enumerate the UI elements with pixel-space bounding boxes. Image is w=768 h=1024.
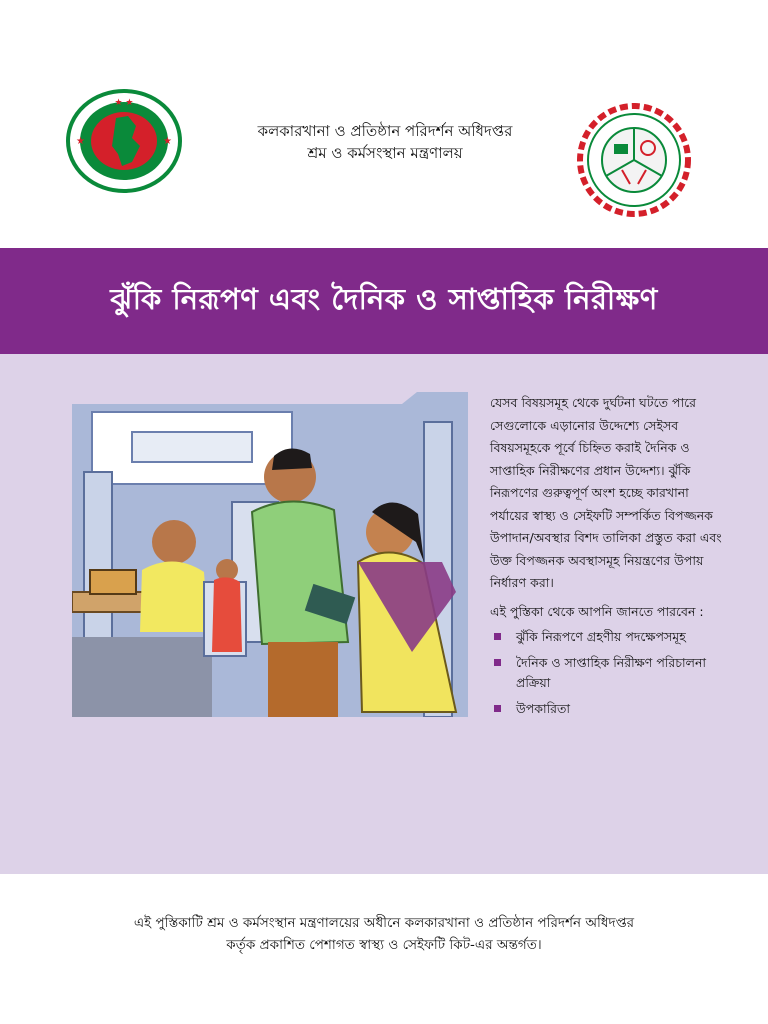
- footer-line-2: কর্তৃক প্রকাশিত পেশাগত স্বাস্থ্য ও সেইফটি কিট-এর অন্তর্গত।: [226, 937, 542, 953]
- page-header: [0, 0, 768, 248]
- svg-text:★ ★: ★ ★: [114, 98, 134, 108]
- dife-emblem-icon: [572, 100, 696, 220]
- learning-list: [490, 627, 730, 719]
- page-title: ঝুঁকি নিরূপণ এবং দৈনিক ও সাপ্তাহিক নিরীক্ষণ: [110, 281, 658, 316]
- footer-line-1: এই পুস্তিকাটি শ্রম ও কর্মসংস্থান মন্ত্রণালয়ের অধীনে কলকারখানা ও প্রতিষ্ঠান পরিদর্শন অধিদপ্তর: [133, 915, 635, 931]
- list-item: [490, 627, 730, 647]
- bullet-square-icon: [494, 659, 501, 666]
- learning-intro: এই পুস্তিকা থেকে আপনি জানতে পারবেন :: [490, 603, 704, 619]
- list-item: [490, 653, 730, 693]
- svg-text:★: ★: [163, 136, 172, 147]
- bullet-square-icon: [494, 705, 501, 712]
- description-paragraph: যেসব বিষয়সমূহ থেকে দুর্ঘটনা ঘটতে পারে সেগুলোকে এড়ানোর উদ্দেশ্যে সেইসব বিষয়সমূহকে পূর্বে চিহ্নিত করাই দৈনিক ও সাপ্তাহিক নিরীক্ষণের প্রধান উদ্দেশ্য। ঝুঁকি নিরূপণের গুরুত্বপূর্ণ অংশ হচ্ছে কারখানা পর্যায়ের স্বাস্থ্য ও সেইফটি সম্পর্কিত বিপজ্জনক উপাদান/অবস্থার বিশদ তালিকা প্রস্তুত করা এবং উক্ত বিপজ্জনক অবস্থাসমূহ নিয়ন্ত্রণের উপায় নির্ধারণ করা।: [490, 395, 722, 590]
- factory-inspection-illustration-icon: [72, 392, 468, 717]
- title-banner: [0, 248, 768, 354]
- bangladesh-government-seal-icon: [62, 86, 186, 196]
- bullet-square-icon: [494, 633, 501, 640]
- description-column: [490, 392, 730, 725]
- list-item-text: ঝুঁকি নিরূপণে গ্রহণীয় পদক্ষেপসমূহ: [516, 629, 686, 644]
- page-footer: [0, 874, 768, 1024]
- list-item-text: উপকারিতা: [516, 701, 571, 716]
- ministry-name: শ্রম ও কর্মসংস্থান মন্ত্রণালয়: [307, 144, 463, 162]
- list-item: [490, 699, 730, 719]
- list-item-text: দৈনিক ও সাপ্তাহিক নিরীক্ষণ পরিচালনা প্রক্রিয়া: [516, 655, 707, 690]
- department-name: কলকারখানা ও প্রতিষ্ঠান পরিদর্শন অধিদপ্তর: [257, 122, 513, 140]
- svg-text:★: ★: [76, 136, 85, 147]
